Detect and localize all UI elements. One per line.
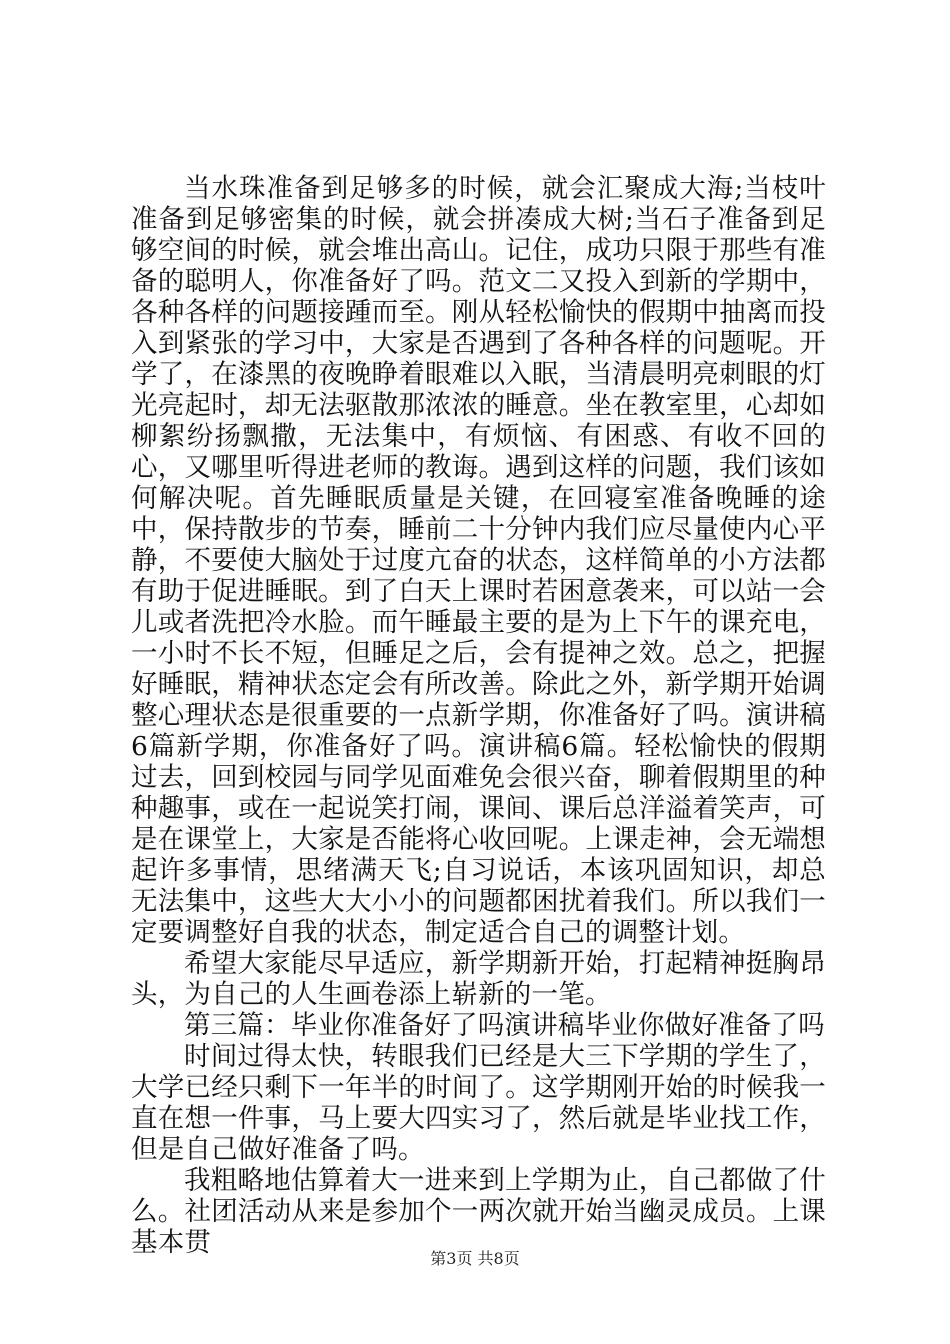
paragraph-1: 当水珠准备到足够多的时候，就会汇聚成大海;当枝叶准备到足够密集的时候，就会拼凑成大树;当石子准备到足够空间的时候，就会堆出高山。记住，成功只限于那些有准备的聪明人，你准备好了吗。范文二又投入到新的学期中，各种各样的问题接踵而至。刚从轻松愉快的假期中抽离而投入到紧张的学习中，大家是否遇到了各种各样的问题呢。开学了，在漆黑的夜晚睁着眼难以入眠，当清晨明亮刺眼的灯光亮起时，却无法驱散那浓浓的睡意。坐在教室里，心却如柳絮纷扬飘撒，无法集中，有烦恼、有困惑、有收不回的心，又哪里听得进老师的教诲。遇到这样的问题，我们该如何解决呢。首先睡眠质量是关键，在回寝室准备晚睡的途中，保持散步的节奏，睡前二十分钟内我们应尽量使内心平静，不要使大脑处于过度亢奋的状态，这样简单的小方法都有助于促进睡眠。到了白天上课时若困意袭来，可以站一会儿或者洗把冷水脸。而午睡最主要的是为上下午的课充电，一小时不长不短，但睡足之后，会有提神之效。总之，把握好睡眠，精神状态定会有所改善。除此之外，新学期开始调整心理状态是很重要的一点新学期，你准备好了吗。演讲稿6篇新学期，你准备好了吗。演讲稿6篇。轻松愉快的假期过去，回到校园与同学见面难免会很兴奋，聊着假期里的种种趣事，或在一起说笑打闹，课间、课后总洋溢着笑声，可是在课堂上，大家是否能将心收回呢。上课走神，会无端想起许多事情，思绪满天飞;自习说话，本该巩固知识，却总无法集中，这些大大小小的问题都困扰着我们。所以我们一定要调整好自我的状态，制定适合自己的调整计划。 bbox=[131, 173, 826, 948]
document-body bbox=[131, 173, 826, 1258]
paragraph-3: 时间过得太快，转眼我们已经是大三下学期的学生了，大学已经只剩下一年半的时间了。这学期刚开始的时候我一直在想一件事，马上要大四实习了，然后就是毕业找工作，但是自己做好准备了吗。 bbox=[131, 1041, 826, 1165]
paragraph-4: 我粗略地估算着大一进来到上学期为止，自己都做了什么。社团活动从来是参加个一两次就开始当幽灵成员。上课基本贯 bbox=[131, 1165, 826, 1258]
section-heading: 第三篇：毕业你准备好了吗演讲稿毕业你做好准备了吗 bbox=[184, 1010, 825, 1041]
page-footer: 第3页 共8页 bbox=[430, 1249, 520, 1268]
paragraph-2: 希望大家能尽早适应，新学期新开始，打起精神挺胸昂头，为自己的人生画卷添上崭新的一笔。 bbox=[131, 948, 826, 1010]
